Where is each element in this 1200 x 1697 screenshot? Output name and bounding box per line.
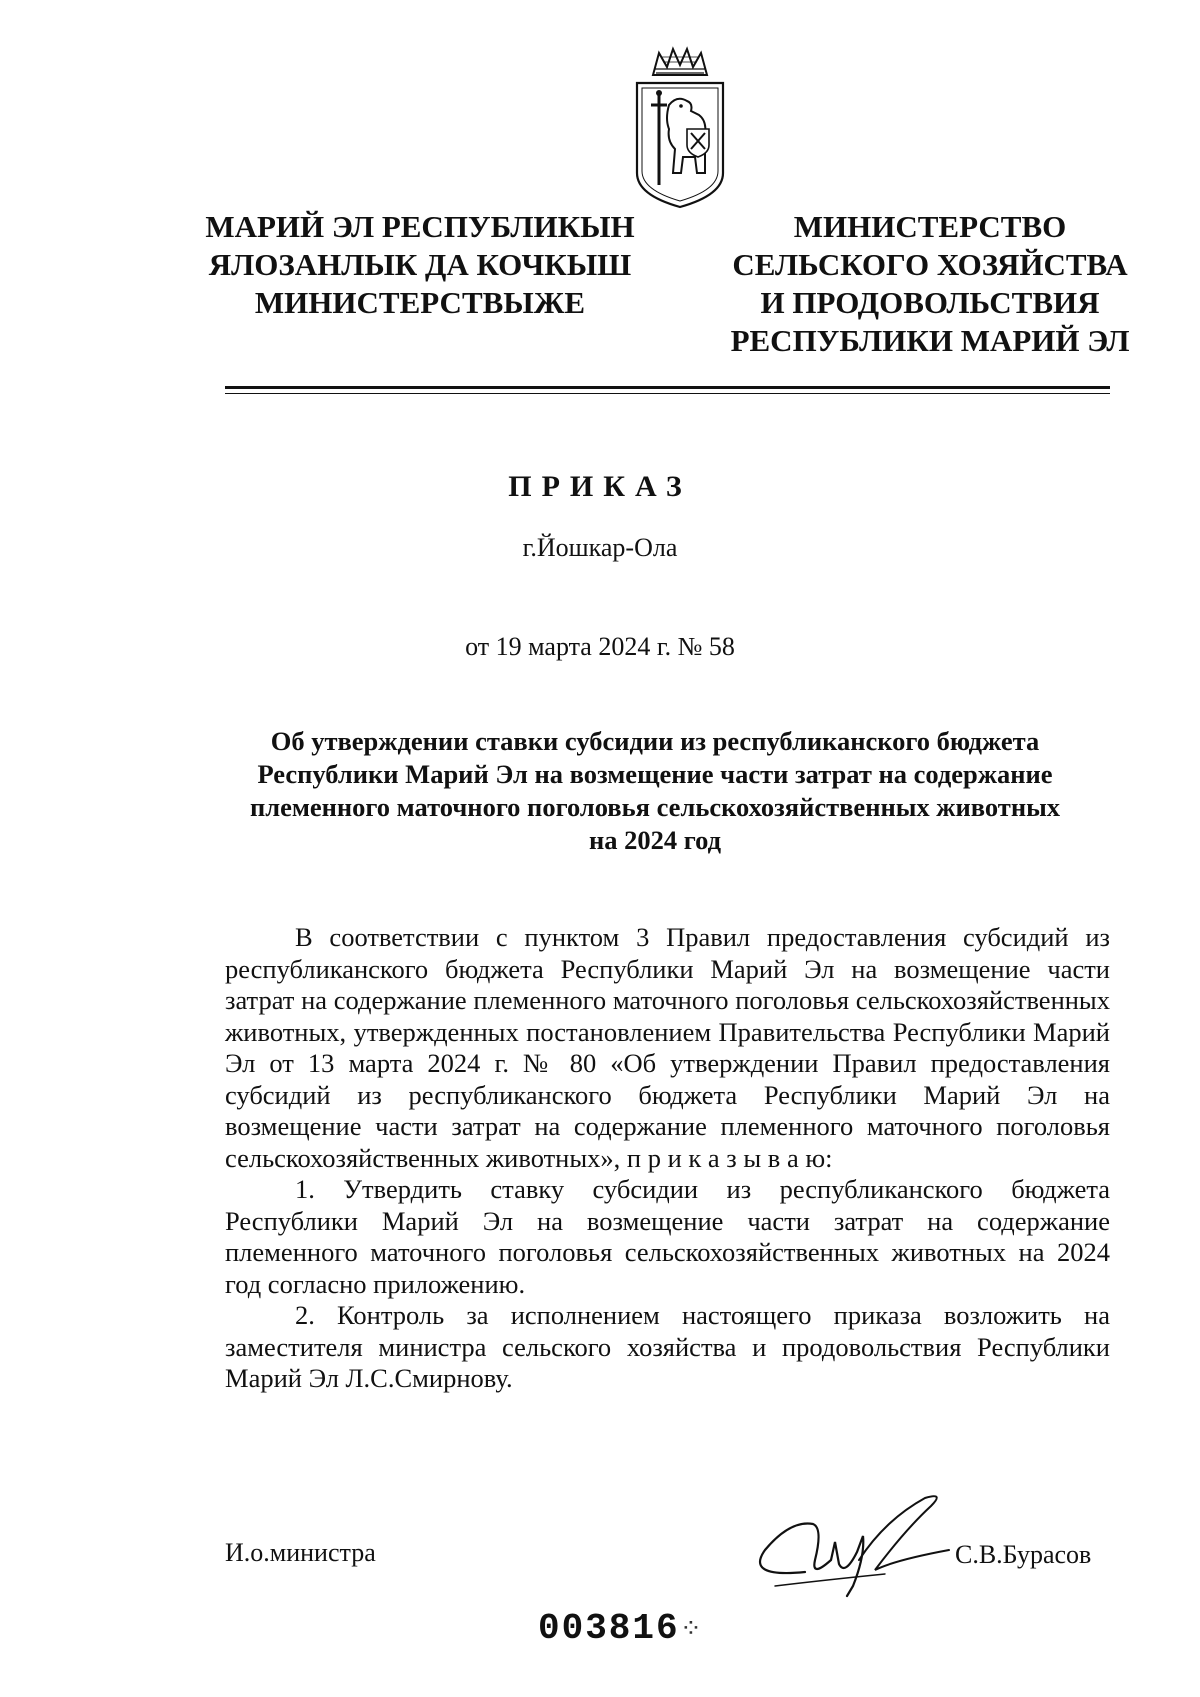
subject-line: племенного маточного поголовья сельскохозяйственных животных [249,792,1061,822]
document-body [225,922,1110,1395]
header-russian-org-name [700,208,1160,360]
header-right-line: И ПРОДОВОЛЬСТВИЯ [760,285,1100,320]
coat-of-arms-icon [625,45,735,215]
document-city: г.Йошкар-Ола [522,533,678,562]
document-type-title: ПРИКАЗ [508,470,692,503]
handwritten-signature [735,1490,955,1600]
header-left-line: МАРИЙ ЭЛ РЕСПУБЛИКЫН [205,209,635,244]
header-divider-thin [225,393,1110,394]
signatory-role: И.о.министра [225,1538,376,1567]
signatory-name: С.В.Бурасов [955,1540,1092,1569]
document-serial-number: 003816 [538,1608,680,1649]
header-mari-org-name [190,208,650,322]
header-right-line: СЕЛЬСКОГО ХОЗЯЙСТВА [732,247,1128,282]
subject-line: на 2024 год [588,825,722,855]
header-right-line: МИНИСТЕРСТВО [793,209,1067,244]
body-paragraph-preamble: В соответствии с пунктом 3 Правил предоставления субсидий из республиканского бюджета Республики Марий Эл на возмещение части затрат на содержание племенного маточного поголовья сельскохозяйственных животных, утвержденных постановлением Правительства Республики Марий Эл от 13 марта 2024 г. № 80 «Об утверждении Правил предоставления субсидий из республиканского бюджета Республики Марий Эл на возмещение части затрат на содержание племенного маточного поголовья сельскохозяйственных животных», п р и к а з ы в а ю: [225,922,1110,1173]
header-left-line: ЯЛОЗАНЛЫК ДА КОЧКЫШ [208,247,632,282]
header-right-line: РЕСПУБЛИКИ МАРИЙ ЭЛ [730,323,1130,358]
subject-line: Об утверждении ставки субсидии из республиканского бюджета [270,726,1040,756]
body-paragraph-item-2: 2. Контроль за исполнением настоящего приказа возложить на заместителя министра сельского хозяйства и продовольствия Республики Марий Эл Л.С.Смирнову. [225,1300,1110,1393]
document-subject [215,725,1095,857]
body-paragraph-item-1: 1. Утвердить ставку субсидии из республиканского бюджета Республики Марий Эл на возмещение части затрат на содержание племенного маточного поголовья сельскохозяйственных животных на 2024 год согласно приложению. [225,1174,1110,1299]
sparkle-icon: ⁘ [680,1614,702,1643]
header-divider-thick [225,386,1110,389]
subject-line: Республики Марий Эл на возмещение части затрат на содержание [257,759,1053,789]
header-left-line: МИНИСТЕРСТВЫЖЕ [254,285,586,320]
document-date-number: от 19 марта 2024 г. № 58 [465,632,735,661]
